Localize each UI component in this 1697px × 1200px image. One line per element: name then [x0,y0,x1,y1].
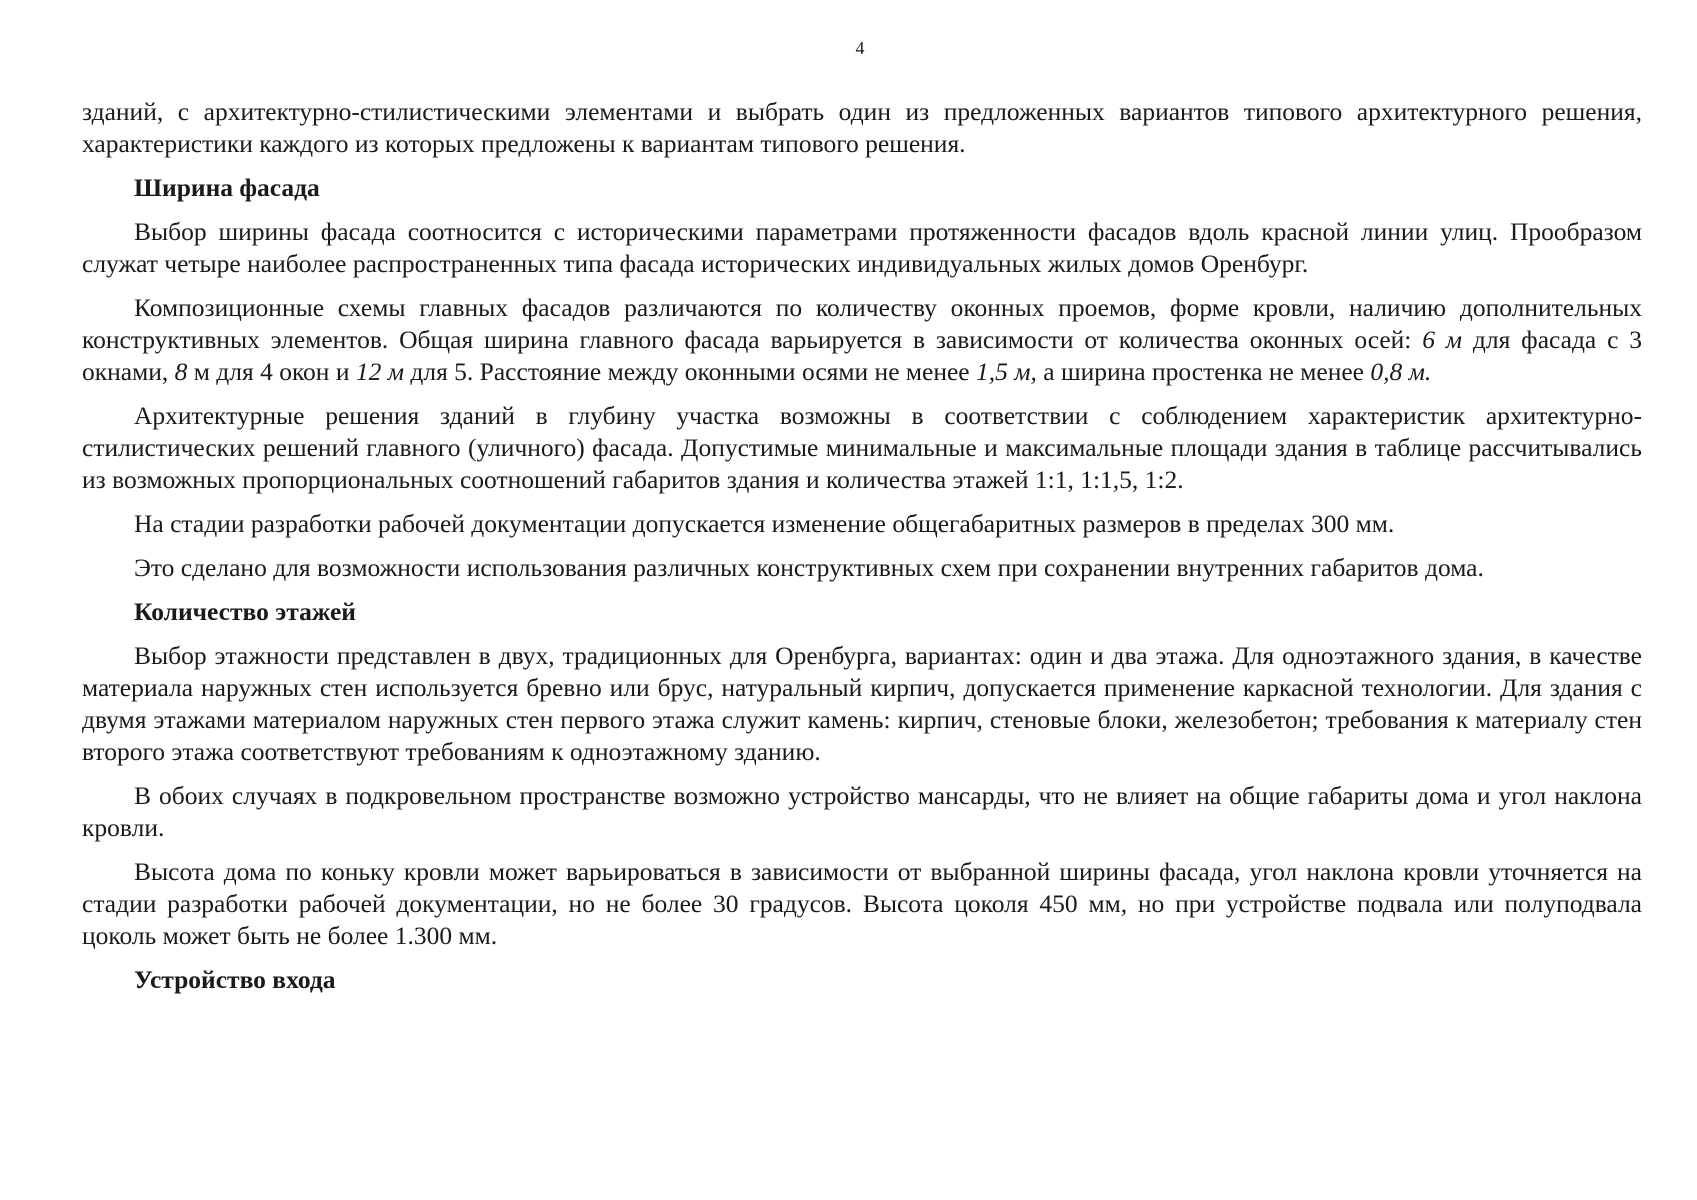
italic-value: 12 м [355,357,404,386]
text-run: а ширина простенка не менее [1036,357,1371,386]
paragraph-floors-2: В обоих случаях в подкровельном пространстве возможно устройство мансарды, что не влияет на общие габариты дома и угол наклона кровли. [82,781,1642,842]
paragraph-floors-1: Выбор этажности представлен в двух, традиционных для Оренбурга, вариантах: один и два этажа. Для одноэтажного здания, в качестве материала наружных стен используется бревно или брус, натуральный кирпич, допускается применение каркасной технологии. Для здания с двумя этажами материалом наружных стен первого этажа служит камень: кирпич, стеновые блоки, железобетон; требования к материалу стен второго этажа соответствуют требованиям к одноэтажному зданию. [82,641,1642,766]
text-run: для 5. Расстояние между оконными осями не менее [404,357,976,386]
page-number: 4 [855,38,865,58]
text-run: м для 4 окон и [187,357,356,386]
paragraph-facade-width-2 [82,292,1642,388]
italic-value: 8 [174,357,188,386]
heading-facade-width: Ширина фасада [134,173,320,202]
paragraph-floors-3: Высота дома по коньку кровли может варьироваться в зависимости от выбранной ширины фасада, угол наклона кровли уточняется на стадии разработки рабочей документации, но не более 30 градусов. Высота цоколя 450 мм, но при устройстве подвала или полуподвала цоколь может быть не более 1.300 мм. [82,857,1642,950]
paragraph-facade-width-1: Выбор ширины фасада соотносится с историческими параметрами протяженности фасадов вдоль красной линии улиц. Прообразом служат четыре наиболее распространенных типа фасада исторических индивидуальных жилых домов Оренбург. [82,217,1642,278]
heading-floor-count: Количество этажей [134,597,356,626]
paragraph-facade-width-3: Архитектурные решения зданий в глубину участка возможны в соответствии с соблюдением характеристик архитектурно-стилистических решений главного (уличного) фасада. Допустимые минимальные и максимальные площади здания в таблице рассчитывались из возможных пропорциональных соотношений габаритов здания и количества этажей 1:1, 1:1,5, 1:2. [82,401,1642,494]
heading-entrance: Устройство входа [134,965,336,994]
paragraph-intro: зданий, с архитектурно-стилистическими элементами и выбрать один из предложенных вариантов типового архитектурного решения, характеристики каждого из которых предложены к вариантам типового решения. [82,97,1642,158]
italic-value: 0,8 м. [1370,357,1432,386]
text-run: для фасада с 3 окнами, [82,325,1642,386]
text-run: Композиционные схемы главных фасадов различаются по количеству оконных проемов, форме кровли, наличию дополнительных конструктивных элементов. Общая ширина главного фасада варьируется в зависимости от количества оконных осей: [82,293,1642,354]
paragraph-facade-width-5: Это сделано для возможности использования различных конструктивных схем при сохранении внутренних габаритов дома. [134,553,1484,582]
paragraph-facade-width-4: На стадии разработки рабочей документации допускается изменение общегабаритных размеров в пределах 300 мм. [134,509,1395,538]
document-body [82,96,1642,1008]
italic-value: 6 м [1422,325,1463,354]
italic-value: 1,5 м, [976,357,1037,386]
